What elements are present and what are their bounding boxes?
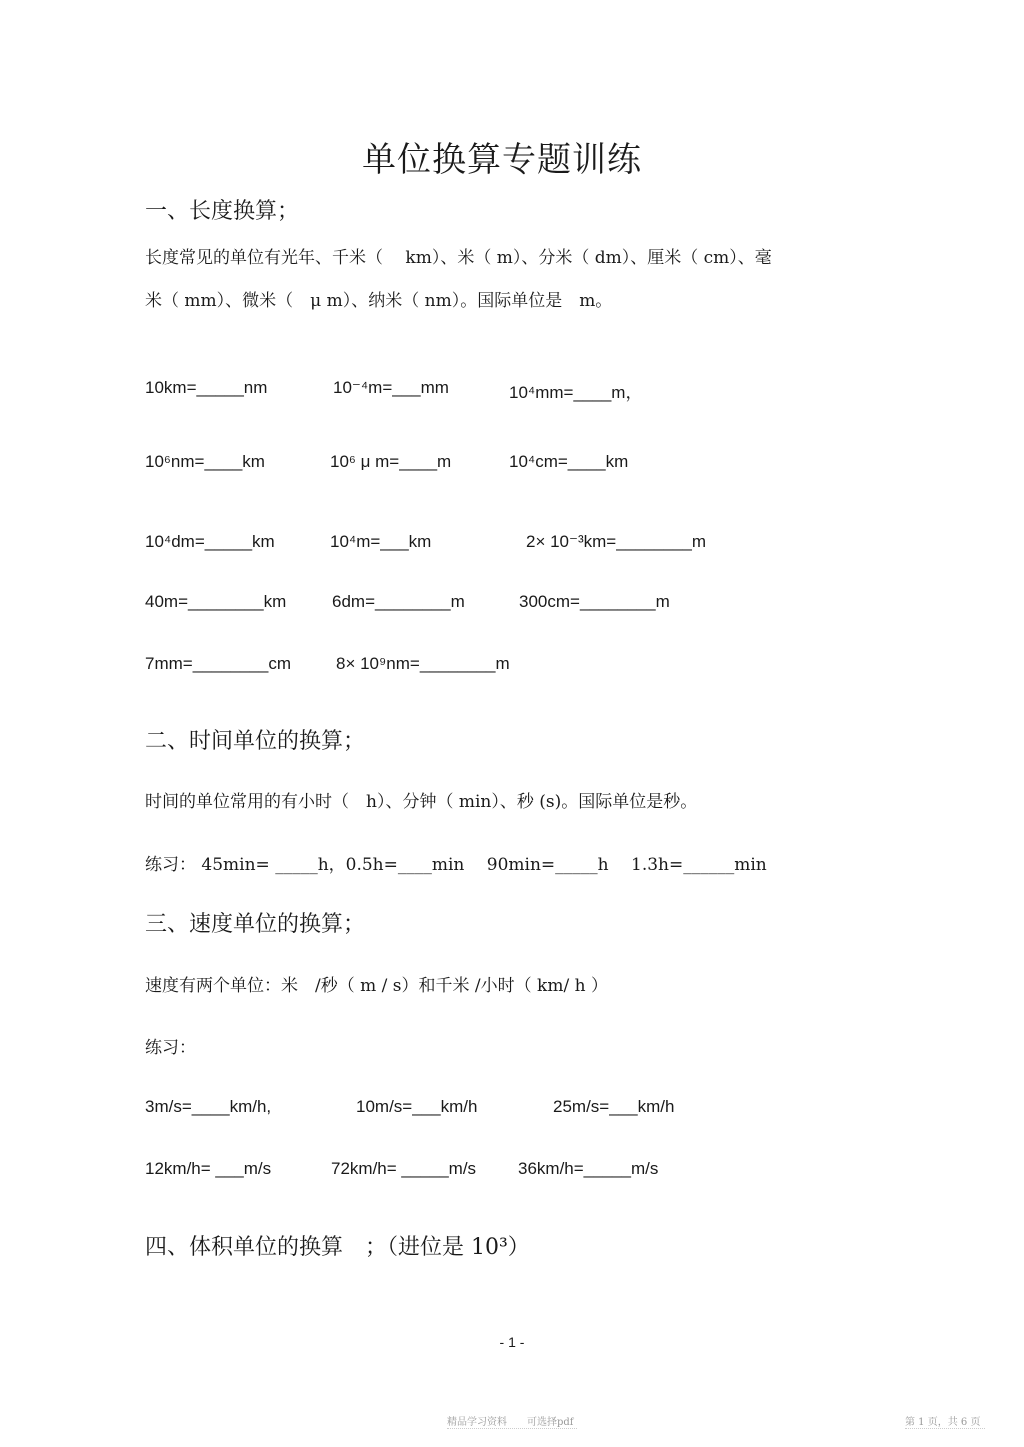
exercise-item: 300cm=________m xyxy=(519,592,670,611)
exercise-item: 25m/s=___km/h xyxy=(553,1097,675,1116)
exercise-item: 36km/h=_____m/s xyxy=(518,1159,659,1178)
length-text-line1: 长度常见的单位有光年、千米（ km）、米（ m）、分米（ dm）、厘米（ cm）、毫 xyxy=(145,248,772,268)
exercise-item: 7mm=________cm xyxy=(145,654,292,673)
exercise-item: 10⁴mm=____m， xyxy=(509,383,643,402)
exercise-item: 10⁻⁴m=___mm xyxy=(333,378,449,397)
length-text-line2: 米（ mm）、微米（ μ m）、纳米（ nm）。国际单位是 m。 xyxy=(145,291,613,311)
exercise-item: 72km/h= _____m/s xyxy=(331,1159,477,1178)
footer-divider-left xyxy=(447,1428,577,1429)
exercise-item: 6dm=________m xyxy=(332,592,465,611)
exercise-item: 12km/h= ___m/s xyxy=(145,1159,272,1178)
section-time-heading: 二、时间单位的换算； xyxy=(145,729,366,754)
section-length-heading: 一、长度换算； xyxy=(145,199,300,224)
exercise-item: 10⁴m=___km xyxy=(330,532,432,551)
exercise-item: 3m/s=____km/h, xyxy=(145,1097,272,1116)
speed-text: 速度有两个单位：米 /秒（ m / s）和千米 /小时（ km/ h ） xyxy=(145,976,608,996)
section-volume-heading: 四、体积单位的换算 ；（进位是 10³） xyxy=(145,1235,530,1260)
exercise-item: 2× 10⁻³km=________m xyxy=(526,532,707,551)
footer-divider-right xyxy=(905,1428,985,1429)
time-practice: 练习： 45min= _____h，0.5h=____min 90min=_____h 1.3h=______min xyxy=(145,855,767,875)
exercise-item: 10⁴cm=____km xyxy=(509,452,629,471)
exercise-item: 10m/s=___km/h xyxy=(356,1097,478,1116)
exercise-item: 10⁶nm=____km xyxy=(145,452,265,471)
time-text: 时间的单位常用的有小时（ h）、分钟（ min）、秒 (s)。国际单位是秒。 xyxy=(145,792,698,812)
exercise-item: 10⁴dm=_____km xyxy=(145,532,275,551)
footer-note-right: 第 1 页，共 6 页 xyxy=(905,1417,981,1428)
exercise-item: 8× 10⁹nm=________m xyxy=(336,654,510,673)
page-number: - 1 - xyxy=(499,1334,525,1350)
speed-practice-label: 练习： xyxy=(145,1038,196,1058)
exercise-item: 40m=________km xyxy=(145,592,287,611)
exercise-item: 10⁶ μ m=____m xyxy=(330,452,452,471)
footer-note-left: 精品学习资料 可选择pdf xyxy=(447,1417,574,1428)
section-speed-heading: 三、速度单位的换算； xyxy=(145,912,366,937)
exercise-item: 10km=_____nm xyxy=(145,378,268,397)
page-title: 单位换算专题训练 xyxy=(362,140,642,180)
